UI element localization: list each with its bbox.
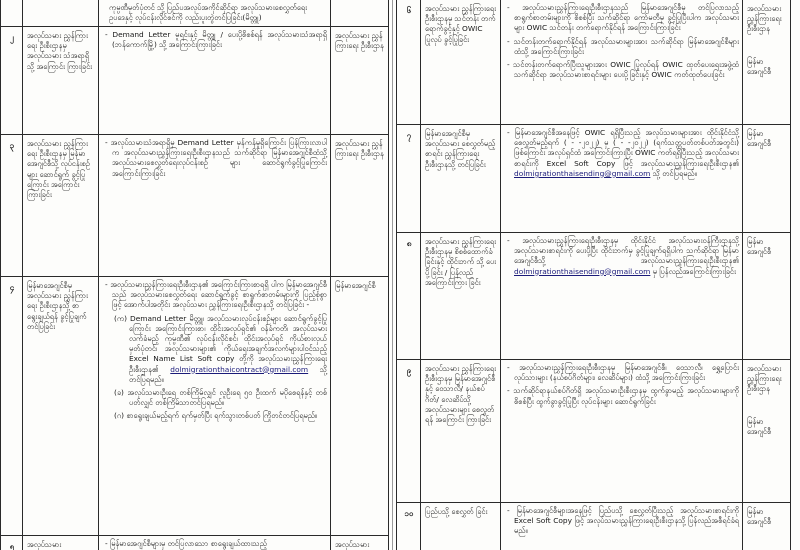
step-title: မြန်မာအေဂျင်စီမှ အလုပ်သမား ညွှန်ကြားရေး ဦးစီးဌာနသို့ စာရွေးချယ်ရန် ခွင့်ပြုချက် တင်ပြခြင်း	[23, 277, 99, 536]
responsible-item: မြန်မာအေဂျင်စီ	[747, 416, 772, 436]
row-number: ၉	[397, 360, 421, 503]
row-number	[1, 0, 23, 27]
step-details	[501, 360, 743, 503]
sub-item-text: Demand Letter မိတ္တူ၊ အလုပ်သမားလုပ်ငန်းစဉ်များ ဆောင်ရွက်ခွင့်ပြုကြောင်း အကြောင်းကြားစာ၊ ထိုင်းအလုပ်ရှင်၏ ဝန်ခံကတိ၊ အလုပ်သမားလက်ခံမည့် ကုမ္ပဏီ၏ လုပ်ငန်းလိုင်စင်၊ ထိုင်းအလုပ်ရှင် ကိုယ်စားလှယ်မှတ်ပုံတင်၊ အလုပ်သမားများ၏ ကိုယ်ရေးအချက်အလက်များပါဝင်သည့် Excel Name List Soft copy တို့ကို အလုပ်သမားညွှန်ကြားရေး ဦးစီးဌာန၏	[129, 313, 327, 374]
sub-item-label: (က)	[114, 313, 131, 323]
responsible-party: မြန်မာ အေဂျင်စီ	[743, 233, 791, 360]
email-address: dolmigrationthaisending@gmail.com	[514, 168, 651, 178]
step-title: အလုပ်သမား ညွှန်ကြားရေး ဦးစီးဌာနမှ မြန်မာအေဂျင်စီသို့ လုပ်ငန်းစဉ်များ ဆောင်ရွက် ခွင့်ပြုကြောင်း အကြောင်း ကြားခြင်း	[23, 135, 99, 277]
step-title: အလုပ်သမား ညွှန်ကြားရေး ဦးစီးဌာနမှ သင်တန်း တက်ရောက်ခွင့်နှင့် OWIC ပြုလုပ် ခွင့်ပြုခြင်း	[421, 0, 501, 125]
row-number: ၄	[1, 277, 23, 536]
step-title: ပြည်ပသို့ စေလွှတ် ခြင်း	[421, 503, 501, 550]
detail-text: - မြန်မာအေဂျင်စီအနေဖြင့် OWIC ရရှိပြီးသည့် အလုပ်သမားများအား ထိုင်းနိုင်ငံသို့ စေလွှတ်မည့်ရက် ( - -၂၀၂၂) မှ ( - -၂၀၂၂) (ရက်သတ္တပတ်တစ်ပတ်အတွင်း) ဖြစ်ကြောင်း အလုပ်ရှင်ထံ အကြောင်းကြားပြီး OWIC ကတ်ရရှိပြီးသည့် အလုပ်သမားစာရင်းကို Excel Soft Copy ဖြင့် အလုပ်သမားညွှန်ကြားရေးဦးစီးဌာန၏	[507, 128, 739, 168]
detail-paragraph	[505, 128, 739, 179]
responsible-party: မြန်မာ အေဂျင်စီ	[743, 503, 791, 550]
sub-item-text: စာရွေးချယ်မည့်ရက် ရက်မှတ်ပြီး ရက်သွားတစ်ပတ် ကြိုတင်တင်ပြရမည်။	[126, 411, 318, 421]
responsible-party	[743, 360, 791, 503]
detail-text-after: သို့ တင်ပြရမည်။	[650, 168, 697, 178]
step-details	[501, 233, 743, 360]
responsible-party: အလုပ်သမား ညွှန်ကြားရေး ဦးစီးဌာန	[331, 27, 389, 135]
detail-paragraph: - အလုပ်သမားညွှန်ကြားရေးဦးစီးဌာန၏ အကြောင်းကြားစာရရှိ ပါက မြန်မာအေဂျင်စီသည် အလုပ်သမားစေလွှတ်ရေး ဆောင်ရွက်ခွင့် စာရွက်စာတမ်းများကို ပြည့်စုံစွာဖြင့် အောက်ပါအတိုင်း အလုပ်သမား ညွှန်ကြားရေးဦးစီးဌာနသို့ တင်ပြခြင်း -	[105, 280, 327, 310]
detail-paragraph: - မြန်မာအေဂျင်စီများအနေဖြင့် ပြည်ပသို့ စေလွှတ်ပြီးသည့် အလုပ်သမားစာရင်းကို Excel Soft Copy ဖြင့် အလုပ်သမားညွှန်ကြားရေးဦးစီးဌာနသို့ ပြန်လည်အစီရင်ခံရမည်။	[507, 506, 739, 536]
step-details	[99, 0, 331, 27]
step-details	[501, 0, 743, 125]
responsible-party: အလုပ်သမား	[331, 536, 389, 550]
row-number: ၇	[397, 125, 421, 233]
detail-paragraph: - Demand Letter မူရင်းနှင့် မိတ္တူ / ပေးပို့စိစစ်ရန် အလုပ်သမားသံအရာရှိ (ဘန်ကောက်မြို့) သို့ အကြောင်းကြားခြင်း	[105, 30, 327, 50]
detail-paragraph: - သက်ဆိုင်ရာနယ်စပ်ဂိတ်ရှိ အလုပ်သမားဦးစီးဌာနမှ ထွက်ခွာမည့် အလုပ်သမားများကို စိစစ်ပြီး ထွက်ခွာခွင့်ပြုပြီး လုပ်ငန်းများ ဆောင်ရွက်ခြင်း	[507, 386, 739, 406]
step-details	[501, 503, 743, 550]
detail-paragraph: - မြန်မာအေဂျင်စီများမှ တင်ပြလာသော စာရွေးချယ်ထားသည့်	[105, 539, 267, 548]
responsible-item: မြန်မာအေဂျင်စီ	[747, 56, 772, 76]
page-divider	[392, 0, 393, 550]
detail-paragraph: - သင်တန်းတက်ရောက်ပြီးသူများအား OWIC ပြုလုပ်ရန် OWIC ထုတ်ပေးရေးအဖွဲ့ထံ သက်ဆိုင်ရာ အလုပ်သမားစာရင်းများ ပေးပို့ခြင်းနှင့် OWIC ကတ်ထုတ်ပေးခြင်း	[507, 60, 739, 80]
step-details	[99, 536, 331, 550]
detail-paragraph: - အလုပ်သမားညွှန်ကြားရေးဦးစီးဌာနသည် မြန်မာအေဂျင်စီမှ တင်ပြလာသည့် စာရွက်စာတမ်းများကို စိစစ်ပြီး သက်ဆိုင်ရာ ကော်မတီမှ ခွင့်ပြုပြီးပါက အလုပ်သမားများ OWIC သင်တန်း တက်ရောက်နိုင်ရန် အကြောင်းကြားခြင်း	[507, 3, 739, 33]
row-number: ၁၀	[397, 503, 421, 550]
responsible-item: အလုပ်သမား ညွှန်ကြားရေး ဦးစီးဌာန	[747, 364, 782, 394]
detail-line: ကုမ္ပဏီမှတ်ပုံတင် သို့ ပြည်ပအလုပ်အကိုင်ဆိုင်ရာ အလုပ်သမားစေလွှတ်ရေး	[109, 3, 308, 12]
step-details	[99, 135, 331, 277]
step-title: အလုပ်သမား ညွှန်ကြားရေး ဦးစီးဌာနမှ မြန်မာအေဂျင်စီ နှင့် ဝေသာလီ/ နယ်စပ်ဂိတ်/ လေဆိပ်သို့ အလုပ်သမားများ စေလွှတ်ရန် အကြောင်း ကြားခြင်း	[421, 360, 501, 503]
email-address: dolmigrationthaisending@gmail.com	[514, 266, 651, 276]
step-title	[23, 0, 99, 27]
responsible-party	[331, 0, 389, 27]
detail-paragraph: - အလုပ်သမားသံအရာရှိမှ Demand Letter မှန်ကန်မှုရှိကြောင်း ပြန်ကြားလာပါက အလုပ်သမားညွှန်ကြားရေးဦးစီးဌာနသည် သက်ဆိုင်ရာ မြန်မာအေဂျင်စီထံသို့ အလုပ်သမားစေလွှတ်ရေးလုပ်ငန်းစဉ် များ ဆောင်ရွက်ခွင့်ပြုကြောင်း အကြောင်းကြားခြင်း	[105, 138, 327, 178]
detail-text-after: မှ ပြန်လည်အကြောင်းကြားခြင်း	[650, 266, 736, 276]
email-address: dolmigrationthaicontract@gmail.com	[170, 364, 309, 374]
responsible-party: မြန်မာ အေဂျင်စီ	[743, 125, 791, 233]
row-number: ၆	[397, 0, 421, 125]
step-details	[99, 27, 331, 135]
detail-line: ဥပဒေနှင့် လုပ်ငန်းလိုင်စင်ကို လည်းပူးတွဲတင်ပြခြင်း(မိတ္တူ)	[109, 13, 262, 23]
step-details	[501, 125, 743, 233]
responsible-party: မြန်မာအေဂျင်စီ	[331, 277, 389, 536]
sub-item-label: (ဂ)	[114, 411, 127, 421]
detail-sub-item	[103, 314, 327, 385]
sub-item-text-after: သို့ တင်ပြရမည်။	[129, 364, 328, 384]
detail-sub-item	[103, 388, 327, 408]
sub-item-text: အလုပ်သမားဦးရေ တစ်ကြိမ်လျှင် လူဦးရေ ၅၀ ဦးထက် မပိုစေရန်နှင့် တစ်ပတ်လျှင် တစ်ကြိမ်သာတင်ပြရမည်။	[127, 388, 327, 408]
step-details	[99, 277, 331, 536]
detail-paragraph: - အလုပ်သမားညွှန်ကြားရေးဦးစီးဌာနမှ မြန်မာအေဂျင်စီ၊ ဝေသာလီ၊ ရွှေ့ပြောင်းလုပ်သားများ (နယ်စပ်ဂိတ်များ၊ လေဆိပ်များ) ထံသို့ အကြောင်းကြားခြင်း	[507, 363, 739, 383]
detail-sub-item	[103, 411, 327, 421]
responsible-party	[743, 0, 791, 125]
step-title: အလုပ်သမား	[23, 536, 99, 550]
step-title: အလုပ်သမား ညွှန်ကြားရေး ဦးစီးဌာနမှ စိစစ်ထောက်ခံ ခြင်းနှင့် ထိုင်းဘက် သို့ ပေးပို့ခြင်း / ပြန်လည် အကြောင်းကြား ခြင်း	[421, 233, 501, 360]
row-number: ၅	[1, 536, 23, 550]
step-title: မြန်မာအေဂျင်စီမှ အလုပ်သမား စေလွှတ်မည့်စာရင်း ညွှန်ကြားရေး ဦးစီးဌာနသို့ တင်ပြခြင်း	[421, 125, 501, 233]
procedure-table-right	[396, 0, 791, 550]
responsible-item: အလုပ်သမား ညွှန်ကြားရေး ဦးစီးဌာန	[747, 4, 782, 34]
step-title: အလုပ်သမား ညွှန်ကြားရေး ဦးစီးဌာနမှ အလုပ်သမား သံအရာရှိသို့ အကြောင်း ကြားခြင်း	[23, 27, 99, 135]
row-number: ၈	[397, 233, 421, 360]
detail-text: - အလုပ်သမားညွှန်ကြားရေးဦးစီးဌာနမှ ထိုင်းနိုင်ငံ အလုပ်သမားဝန်ကြီးဌာနသို့ အလုပ်သမားစာရင်းကို ပေးပို့ပြီး ထိုင်းဘက်မှ ခွင့်ပြုချက်ရရှိပါက သက်ဆိုင်ရာ မြန်မာအေဂျင်စီသို့ အလုပ်သမားညွှန်ကြားရေးဦးစီးဌာန၏	[507, 236, 739, 266]
row-number: ၂	[1, 27, 23, 135]
row-number: ၃	[1, 135, 23, 277]
sub-item-label: (ခ)	[114, 388, 128, 398]
procedure-table-left	[0, 0, 389, 550]
detail-paragraph: - သင်တန်းတက်ရောက်နိုင်ရန် အလုပ်သမားများအား သက်ဆိုင်ရာ မြန်မာအေဂျင်စီများထံသို့ အကြောင်းကြားခြင်း	[507, 36, 739, 56]
responsible-party: အလုပ်သမား ညွှန်ကြားရေး ဦးစီးဌာန	[331, 135, 389, 277]
detail-paragraph	[505, 236, 739, 277]
